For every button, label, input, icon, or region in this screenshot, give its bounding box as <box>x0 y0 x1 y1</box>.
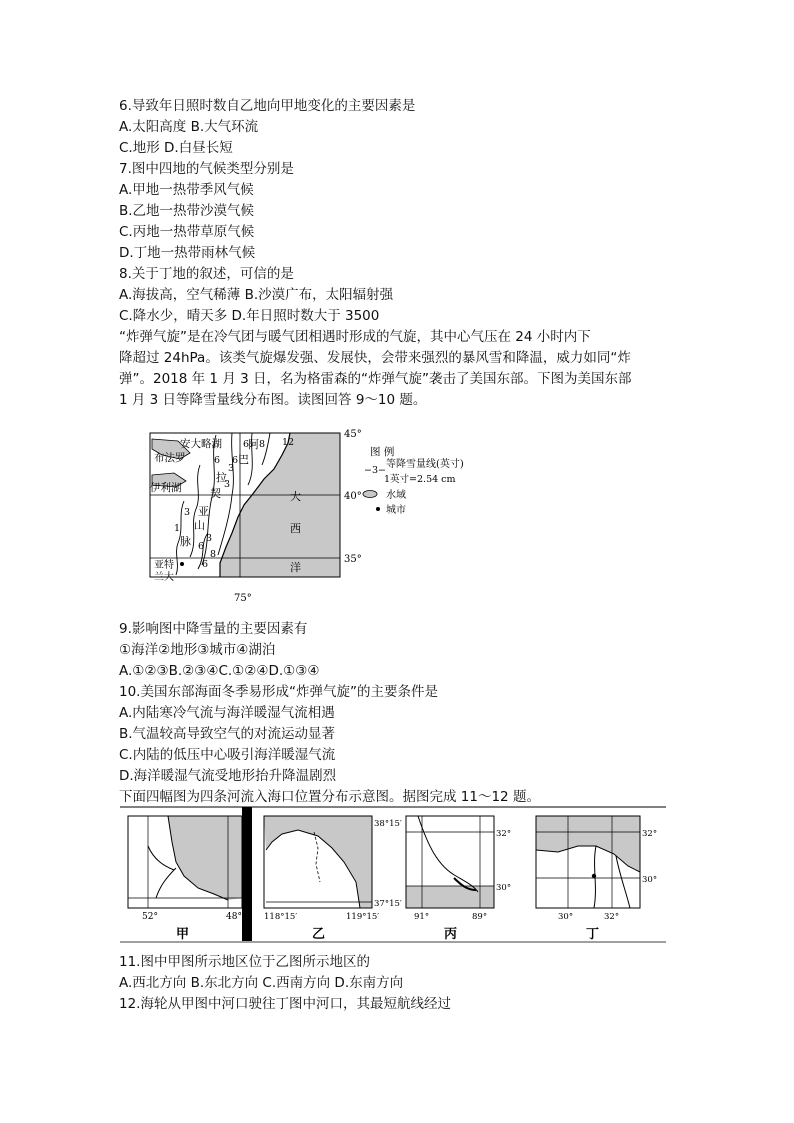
jia-label: 甲 <box>176 927 190 942</box>
passage-line-1: “炸弹气旋”是在冷气团与暖气团相遇时形成的气旋，其中心气压在 24 小时内下 <box>119 329 591 345</box>
iso-value: 1 <box>174 523 181 534</box>
label-buffalo: 布法罗 <box>154 452 186 464</box>
q6-options-cd: C.地形 D.白昼长短 <box>119 140 233 156</box>
label-erie: 伊利湖 <box>150 482 182 494</box>
legend-city-label: 城市 <box>386 505 406 516</box>
label-ontario: 安大略湖 <box>180 438 222 450</box>
q6-stem: 6.导致年日照时数自乙地向甲地变化的主要因素是 <box>119 98 416 114</box>
lat-35-label: 35° <box>344 554 362 565</box>
q11-options: A.西北方向 B.东北方向 C.西南方向 D.东南方向 <box>119 975 404 991</box>
q8-stem: 8.关于丁地的叙述，可信的是 <box>119 266 294 282</box>
iso-value: 6 <box>202 559 209 570</box>
ding-lon-left: 30° <box>558 912 574 922</box>
q9-items: ①海洋②地形③城市④湖泊 <box>119 642 276 658</box>
label-atlanta-2: 兰大 <box>154 572 174 583</box>
iso-value: 3 <box>228 463 235 474</box>
yi-label: 乙 <box>312 927 326 942</box>
legend-title: 图 例 <box>370 446 395 458</box>
iso-value: 3 <box>224 479 231 490</box>
map-bing <box>406 816 511 942</box>
map-ding <box>536 816 657 942</box>
iso-value: 3 <box>206 533 213 544</box>
yi-lat-top: 38°15′ <box>374 819 402 829</box>
q7-option-a: A.甲地一热带季风气候 <box>119 182 254 198</box>
legend-water-label: 水域 <box>386 490 406 501</box>
jia-lon-left: 52° <box>142 912 158 922</box>
label-appa-3: 拉 <box>216 471 227 484</box>
legend-isoline-label: 等降雪量线(英寸) <box>386 459 464 470</box>
label-ocean-2: 西 <box>290 522 301 535</box>
q10-option-a: A.内陆寒冷气流与海洋暖湿气流相遇 <box>119 705 335 721</box>
legend-isoline-symbol: −3− <box>364 465 386 476</box>
ding-lat-bottom: 30° <box>642 875 658 885</box>
label-appa-1: 阿 <box>248 438 259 451</box>
bing-lat-top: 32° <box>496 829 512 839</box>
map-yi <box>264 816 402 942</box>
label-ocean-3: 洋 <box>290 561 301 574</box>
snowfall-map <box>140 425 500 610</box>
label-ocean-1: 大 <box>290 490 301 503</box>
iso-value: 6 <box>243 439 250 450</box>
passage-line-3: 弹”。2018 年 1 月 3 日，名为格雷森的“炸弹气旋”袭击了美国东部。下图为美国东部 <box>119 371 632 387</box>
label-appa-4: 契 <box>210 487 221 500</box>
q10-stem: 10.美国东部海面冬季易形成“炸弹气旋”的主要条件是 <box>119 684 438 700</box>
passage-line-4: 1 月 3 日等降雪量线分布图。读图回答 9～10 题。 <box>119 392 427 408</box>
lat-40-label: 40° <box>344 491 362 502</box>
iso-value: 8 <box>210 549 217 560</box>
lon-75-label: 75° <box>234 593 252 604</box>
ding-label: 丁 <box>586 927 600 942</box>
legend-inch-conversion: 1英寸=2.54 cm <box>384 474 456 485</box>
iso-value: 3 <box>184 507 191 518</box>
river-mouth-maps <box>118 806 670 946</box>
label-appb-3: 脉 <box>180 535 191 548</box>
q10-option-d: D.海洋暖湿气流受地形抬升降温剧烈 <box>119 768 337 784</box>
q11-stem: 11.图中甲图所示地区位于乙图所示地区的 <box>119 954 370 970</box>
yi-lon-right: 119°15′ <box>346 912 380 922</box>
bing-lon-left: 91° <box>414 912 430 922</box>
bing-label: 丙 <box>444 927 458 942</box>
label-atlanta-1: 亚特 <box>154 560 174 571</box>
yi-lon-left: 118°15′ <box>264 912 298 922</box>
q9-stem: 9.影响图中降雪量的主要因素有 <box>119 621 308 637</box>
q12-stem: 12.海轮从甲图中河口驶往丁图中河口，其最短航线经过 <box>119 996 451 1012</box>
label-appa-2: 巴 <box>238 453 249 466</box>
q8-options-ab: A.海拔高，空气稀薄 B.沙漠广布，太阳辐射强 <box>119 287 394 303</box>
ding-lat-top: 32° <box>642 829 658 839</box>
q7-option-b: B.乙地一热带沙漠气候 <box>119 203 255 219</box>
map-jia <box>128 816 242 942</box>
passage-line-2: 降超过 24hPa。该类气旋爆发强、发展快，会带来强烈的暴风雪和降温，威力如同“炸 <box>119 350 631 366</box>
bing-lat-bottom: 30° <box>496 883 512 893</box>
q10-option-c: C.内陆的低压中心吸引海洋暖湿气流 <box>119 747 336 763</box>
iso-value: 6 <box>232 455 239 466</box>
city-atlanta-dot <box>180 562 184 566</box>
q6-options-ab: A.太阳高度 B.大气环流 <box>119 119 259 135</box>
q7-option-c: C.丙地一热带草原气候 <box>119 224 255 240</box>
legend-city-symbol <box>376 507 380 511</box>
iso-value: 12 <box>282 437 295 448</box>
q10-option-b: B.气温较高导致空气的对流运动显著 <box>119 726 336 742</box>
q11-12-intro: 下面四幅图为四条河流入海口位置分布示意图。据图完成 11～12 题。 <box>119 789 540 805</box>
iso-value: 6 <box>198 541 205 552</box>
q9-options: A.①②③B.②③④C.①②④D.①③④ <box>119 663 320 679</box>
ding-lon-right: 32° <box>604 912 620 922</box>
label-appb-1: 亚 <box>198 505 209 518</box>
iso-value: 8 <box>259 439 266 450</box>
q8-options-cd: C.降水少，晴天多 D.年日照时数大于 3500 <box>119 308 380 324</box>
q7-option-d: D.丁地一热带雨林气候 <box>119 245 256 261</box>
yi-lat-bottom: 37°15′ <box>374 899 402 909</box>
label-appb-2: 山 <box>194 519 205 532</box>
q7-stem: 7.图中四地的气候类型分别是 <box>119 161 294 177</box>
iso-value: 6 <box>214 455 221 466</box>
legend-water-symbol <box>363 491 377 498</box>
bing-lon-right: 89° <box>472 912 488 922</box>
jia-lon-right: 48° <box>226 912 242 922</box>
lat-45-label: 45° <box>344 429 362 440</box>
